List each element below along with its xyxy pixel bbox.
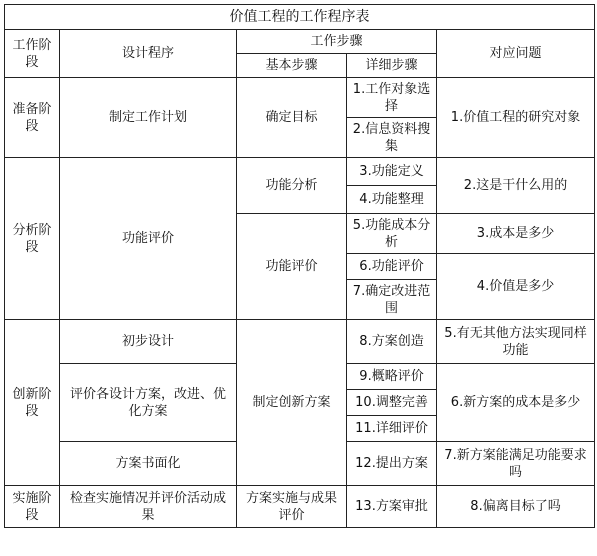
detailed-step-3: 3.功能定义 <box>347 158 437 186</box>
question-4: 4.价值是多少 <box>437 254 595 320</box>
detailed-step-10: 10.调整完善 <box>347 390 437 416</box>
detailed-step-4: 4.功能整理 <box>347 186 437 214</box>
basic-function-analysis: 功能分析 <box>237 158 347 214</box>
question-6: 6.新方案的成本是多少 <box>437 364 595 442</box>
design-plan: 制定工作计划 <box>60 78 237 158</box>
basic-function-evaluation: 功能评价 <box>237 214 347 320</box>
table-row <box>5 78 595 118</box>
header-questions: 对应问题 <box>437 30 595 78</box>
table-row <box>5 320 595 364</box>
detailed-step-8: 8.方案创造 <box>347 320 437 364</box>
design-preliminary: 初步设计 <box>60 320 237 364</box>
design-evaluate-improve: 评价各设计方案，改进、优化方案 <box>60 364 237 442</box>
design-check: 检查实施情况并评价活动成果 <box>60 486 237 528</box>
question-8: 8.偏离目标了吗 <box>437 486 595 528</box>
detailed-step-12: 12.提出方案 <box>347 442 437 486</box>
header-stage: 工作阶段 <box>5 30 60 78</box>
stage-implementation: 实施阶段 <box>5 486 60 528</box>
header-work-steps: 工作步骤 <box>237 30 437 54</box>
basic-target: 确定目标 <box>237 78 347 158</box>
stage-analysis: 分析阶段 <box>5 158 60 320</box>
detailed-step-1: 1.工作对象选择 <box>347 78 437 118</box>
detailed-step-11: 11.详细评价 <box>347 416 437 442</box>
header-basic-steps: 基本步骤 <box>237 54 347 78</box>
basic-implement: 方案实施与成果评价 <box>237 486 347 528</box>
header-detailed-steps: 详细步骤 <box>347 54 437 78</box>
design-document: 方案书面化 <box>60 442 237 486</box>
detailed-step-9: 9.概略评价 <box>347 364 437 390</box>
table-row <box>5 158 595 186</box>
detailed-step-2: 2.信息资料搜集 <box>347 118 437 158</box>
detailed-step-7: 7.确定改进范围 <box>347 280 437 320</box>
question-1: 1.价值工程的研究对象 <box>437 78 595 158</box>
table-title: 价值工程的工作程序表 <box>5 5 595 30</box>
value-engineering-table-container <box>4 4 595 528</box>
stage-innovation: 创新阶段 <box>5 320 60 486</box>
question-2: 2.这是干什么用的 <box>437 158 595 214</box>
table-row <box>5 486 595 528</box>
question-7: 7.新方案能满足功能要求吗 <box>437 442 595 486</box>
design-evaluation: 功能评价 <box>60 158 237 320</box>
detailed-step-5: 5.功能成本分析 <box>347 214 437 254</box>
question-3: 3.成本是多少 <box>437 214 595 254</box>
value-engineering-procedure-table <box>4 4 595 528</box>
header-row-1 <box>5 30 595 54</box>
detailed-step-13: 13.方案审批 <box>347 486 437 528</box>
table-title-row <box>5 5 595 30</box>
basic-create-scheme: 制定创新方案 <box>237 320 347 486</box>
header-design-procedure: 设计程序 <box>60 30 237 78</box>
question-5: 5.有无其他方法实现同样功能 <box>437 320 595 364</box>
detailed-step-6: 6.功能评价 <box>347 254 437 280</box>
stage-prep: 准备阶段 <box>5 78 60 158</box>
